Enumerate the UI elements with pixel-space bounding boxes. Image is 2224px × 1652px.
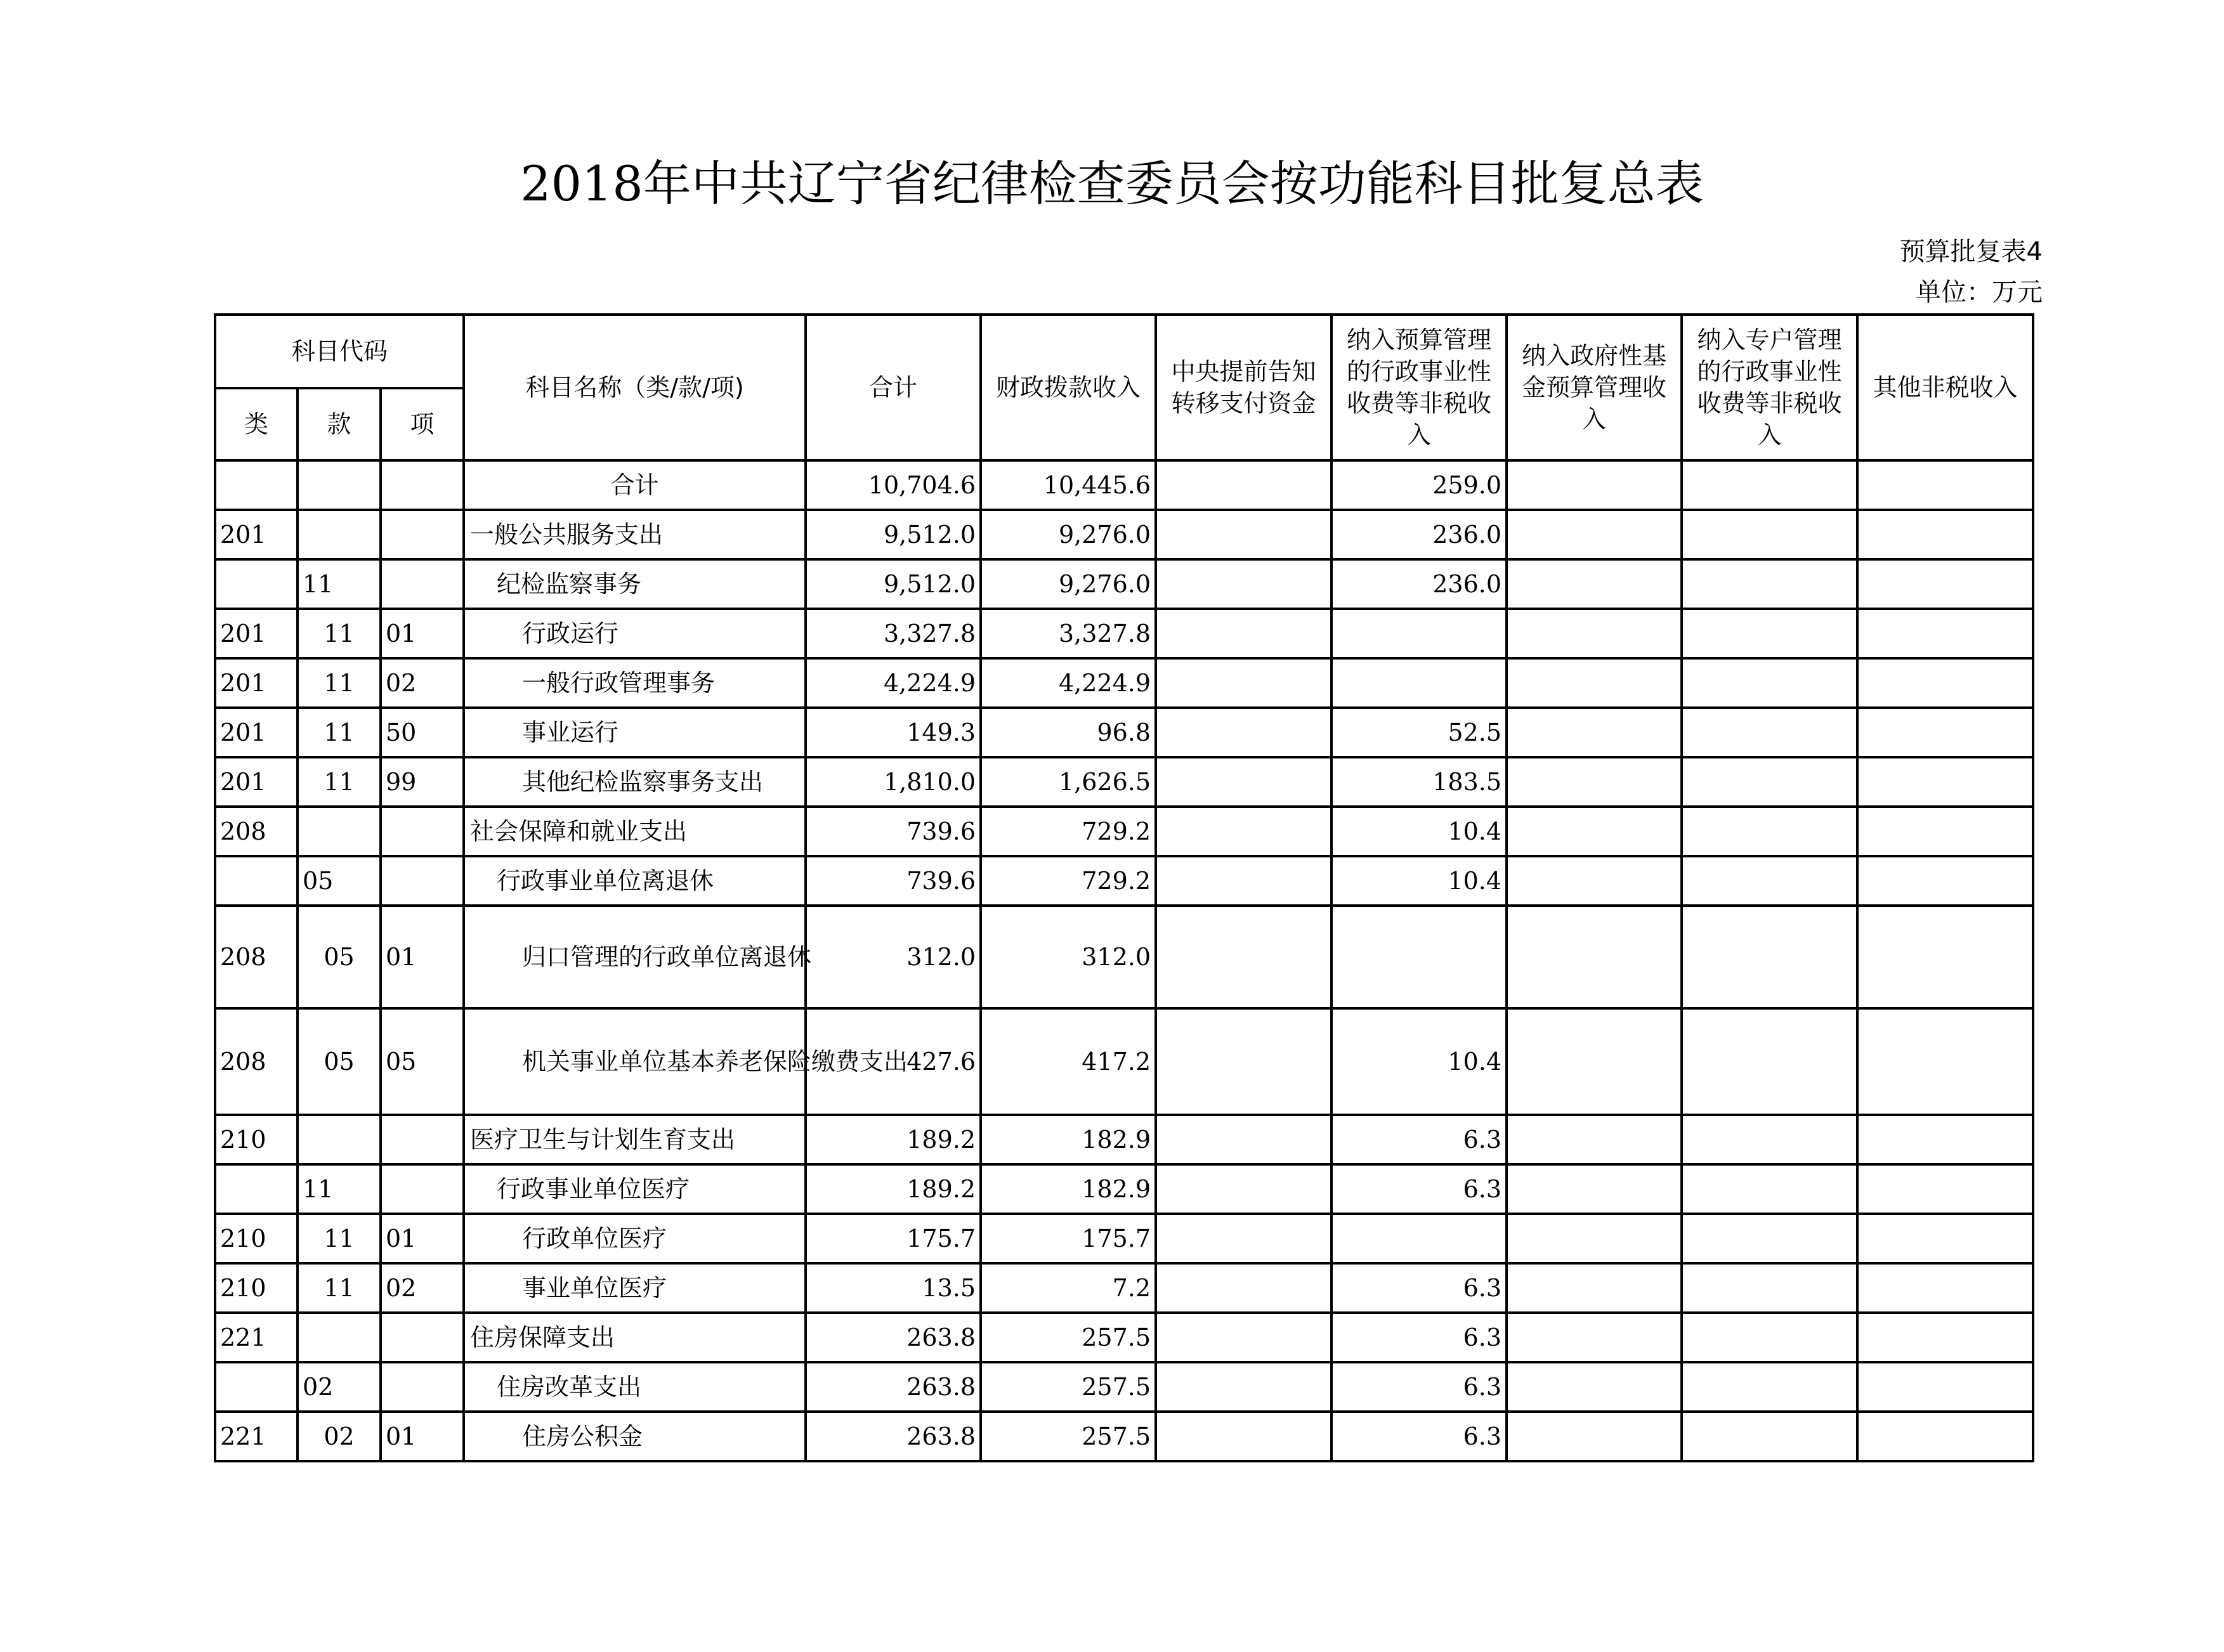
budget-table — [214, 313, 2034, 1462]
table-row — [215, 1008, 2033, 1115]
cell-special-fee — [1682, 559, 1857, 609]
cell-budget-fee: 236.0 — [1331, 510, 1507, 559]
cell-lei: 210 — [215, 1214, 298, 1263]
cell-fiscal: 7.2 — [981, 1263, 1156, 1313]
cell-lei: 201 — [215, 510, 298, 559]
cell-gov-fund — [1507, 609, 1682, 658]
cell-central — [1156, 807, 1331, 856]
cell-gov-fund — [1507, 807, 1682, 856]
table-row — [215, 1412, 2033, 1461]
cell-name: 行政运行 — [464, 609, 806, 658]
cell-other — [1857, 1313, 2033, 1362]
cell-fiscal: 10,445.6 — [981, 460, 1156, 510]
cell-budget-fee: 6.3 — [1331, 1263, 1507, 1313]
header-budget-fee: 纳入预算管理的行政事业性收费等非税收入 — [1331, 315, 1507, 460]
cell-name: 行政事业单位离退休 — [464, 856, 806, 906]
table-row — [215, 757, 2033, 807]
cell-fiscal: 729.2 — [981, 807, 1156, 856]
cell-kuan — [298, 1313, 381, 1362]
header-central: 中央提前告知转移支付资金 — [1156, 315, 1331, 460]
cell-total: 10,704.6 — [806, 460, 981, 510]
cell-total: 263.8 — [806, 1362, 981, 1412]
cell-name: 事业单位医疗 — [464, 1263, 806, 1313]
cell-name: 住房保障支出 — [464, 1313, 806, 1362]
table-row — [215, 1313, 2033, 1362]
cell-central — [1156, 1412, 1331, 1461]
cell-gov-fund — [1507, 1313, 1682, 1362]
cell-xiang: 50 — [381, 708, 464, 757]
cell-total: 427.6 — [806, 1008, 981, 1115]
cell-kuan: 11 — [298, 658, 381, 708]
cell-budget-fee: 236.0 — [1331, 559, 1507, 609]
cell-other — [1857, 559, 2033, 609]
cell-special-fee — [1682, 1008, 1857, 1115]
cell-lei — [215, 856, 298, 906]
cell-lei — [215, 559, 298, 609]
table-row — [215, 1164, 2033, 1214]
cell-special-fee — [1682, 1313, 1857, 1362]
cell-gov-fund — [1507, 1263, 1682, 1313]
cell-special-fee — [1682, 510, 1857, 559]
cell-central — [1156, 1008, 1331, 1115]
cell-kuan: 11 — [298, 1214, 381, 1263]
cell-kuan: 11 — [298, 708, 381, 757]
cell-other — [1857, 510, 2033, 559]
cell-special-fee — [1682, 856, 1857, 906]
cell-lei: 201 — [215, 609, 298, 658]
form-number: 预算批复表4 — [1899, 237, 2043, 266]
cell-lei — [215, 460, 298, 510]
cell-central — [1156, 559, 1331, 609]
table-row — [215, 510, 2033, 559]
cell-gov-fund — [1507, 460, 1682, 510]
table-row — [215, 1263, 2033, 1313]
table-row — [215, 856, 2033, 906]
cell-fiscal: 257.5 — [981, 1412, 1156, 1461]
cell-budget-fee — [1331, 906, 1507, 1008]
cell-central — [1156, 708, 1331, 757]
header-fiscal: 财政拨款收入 — [981, 315, 1156, 460]
header-name: 科目名称（类/款/项) — [464, 315, 806, 460]
cell-lei — [215, 1362, 298, 1412]
header-special-fee: 纳入专户管理的行政事业性收费等非税收入 — [1682, 315, 1857, 460]
cell-budget-fee — [1331, 1214, 1507, 1263]
cell-fiscal: 257.5 — [981, 1313, 1156, 1362]
cell-name: 行政事业单位医疗 — [464, 1164, 806, 1214]
cell-kuan: 11 — [298, 1164, 381, 1214]
cell-total: 175.7 — [806, 1214, 981, 1263]
cell-kuan: 02 — [298, 1362, 381, 1412]
table-row — [215, 807, 2033, 856]
cell-lei: 208 — [215, 1008, 298, 1115]
cell-other — [1857, 1263, 2033, 1313]
cell-xiang: 01 — [381, 1214, 464, 1263]
cell-fiscal: 257.5 — [981, 1362, 1156, 1412]
cell-lei: 221 — [215, 1412, 298, 1461]
cell-special-fee — [1682, 658, 1857, 708]
cell-gov-fund — [1507, 757, 1682, 807]
cell-budget-fee: 10.4 — [1331, 807, 1507, 856]
cell-kuan — [298, 460, 381, 510]
cell-special-fee — [1682, 1263, 1857, 1313]
cell-central — [1156, 1362, 1331, 1412]
cell-total: 189.2 — [806, 1115, 981, 1164]
cell-gov-fund — [1507, 658, 1682, 708]
cell-fiscal: 312.0 — [981, 906, 1156, 1008]
cell-name: 一般行政管理事务 — [464, 658, 806, 708]
cell-budget-fee — [1331, 658, 1507, 708]
cell-central — [1156, 1214, 1331, 1263]
cell-budget-fee: 6.3 — [1331, 1164, 1507, 1214]
header-code-group: 科目代码 — [215, 315, 464, 388]
cell-special-fee — [1682, 1115, 1857, 1164]
cell-other — [1857, 807, 2033, 856]
cell-fiscal: 96.8 — [981, 708, 1156, 757]
cell-lei: 201 — [215, 708, 298, 757]
cell-gov-fund — [1507, 708, 1682, 757]
cell-total: 739.6 — [806, 807, 981, 856]
cell-total: 1,810.0 — [806, 757, 981, 807]
cell-total: 9,512.0 — [806, 510, 981, 559]
table-row — [215, 1214, 2033, 1263]
cell-xiang — [381, 1115, 464, 1164]
header-lei: 类 — [215, 388, 298, 460]
cell-gov-fund — [1507, 906, 1682, 1008]
header-xiang: 项 — [381, 388, 464, 460]
cell-kuan: 11 — [298, 609, 381, 658]
cell-total: 13.5 — [806, 1263, 981, 1313]
cell-xiang: 02 — [381, 1263, 464, 1313]
cell-kuan: 02 — [298, 1412, 381, 1461]
cell-central — [1156, 460, 1331, 510]
cell-central — [1156, 906, 1331, 1008]
cell-fiscal: 1,626.5 — [981, 757, 1156, 807]
table-row — [215, 609, 2033, 658]
cell-fiscal: 175.7 — [981, 1214, 1156, 1263]
cell-lei: 210 — [215, 1263, 298, 1313]
cell-xiang: 01 — [381, 906, 464, 1008]
cell-gov-fund — [1507, 1115, 1682, 1164]
header-gov-fund: 纳入政府性基金预算管理收入 — [1507, 315, 1682, 460]
cell-fiscal: 417.2 — [981, 1008, 1156, 1115]
cell-total: 189.2 — [806, 1164, 981, 1214]
cell-other — [1857, 1164, 2033, 1214]
cell-other — [1857, 757, 2033, 807]
table-row — [215, 559, 2033, 609]
cell-special-fee — [1682, 708, 1857, 757]
cell-central — [1156, 1115, 1331, 1164]
cell-xiang — [381, 559, 464, 609]
cell-special-fee — [1682, 460, 1857, 510]
cell-budget-fee: 6.3 — [1331, 1115, 1507, 1164]
cell-name: 事业运行 — [464, 708, 806, 757]
cell-fiscal: 729.2 — [981, 856, 1156, 906]
cell-xiang — [381, 807, 464, 856]
cell-name: 归口管理的行政单位离退休 — [464, 906, 806, 1008]
cell-kuan: 05 — [298, 1008, 381, 1115]
cell-budget-fee: 6.3 — [1331, 1362, 1507, 1412]
cell-name: 纪检监察事务 — [464, 559, 806, 609]
cell-xiang — [381, 510, 464, 559]
cell-other — [1857, 460, 2033, 510]
cell-special-fee — [1682, 807, 1857, 856]
header-kuan: 款 — [298, 388, 381, 460]
cell-xiang: 02 — [381, 658, 464, 708]
cell-central — [1156, 658, 1331, 708]
cell-special-fee — [1682, 906, 1857, 1008]
cell-kuan — [298, 807, 381, 856]
cell-other — [1857, 1008, 2033, 1115]
cell-budget-fee: 10.4 — [1331, 856, 1507, 906]
table-row — [215, 658, 2033, 708]
cell-kuan: 11 — [298, 1263, 381, 1313]
cell-other — [1857, 1412, 2033, 1461]
cell-budget-fee: 259.0 — [1331, 460, 1507, 510]
cell-name: 社会保障和就业支出 — [464, 807, 806, 856]
cell-fiscal: 9,276.0 — [981, 510, 1156, 559]
cell-fiscal: 9,276.0 — [981, 559, 1156, 609]
cell-xiang — [381, 1313, 464, 1362]
cell-kuan — [298, 1115, 381, 1164]
cell-name: 合计 — [464, 460, 806, 510]
cell-name: 其他纪检监察事务支出 — [464, 757, 806, 807]
cell-total: 9,512.0 — [806, 559, 981, 609]
cell-name: 行政单位医疗 — [464, 1214, 806, 1263]
cell-total: 4,224.9 — [806, 658, 981, 708]
cell-xiang — [381, 856, 464, 906]
cell-lei: 221 — [215, 1313, 298, 1362]
cell-other — [1857, 658, 2033, 708]
cell-central — [1156, 757, 1331, 807]
cell-special-fee — [1682, 1164, 1857, 1214]
table-row — [215, 460, 2033, 510]
cell-total: 739.6 — [806, 856, 981, 906]
cell-total: 312.0 — [806, 906, 981, 1008]
cell-special-fee — [1682, 757, 1857, 807]
unit-label: 单位：万元 — [1916, 278, 2043, 307]
page-title: 2018年中共辽宁省纪律检查委员会按功能科目批复总表 — [520, 155, 1704, 212]
cell-lei: 201 — [215, 757, 298, 807]
cell-budget-fee: 183.5 — [1331, 757, 1507, 807]
cell-xiang: 01 — [381, 609, 464, 658]
cell-name: 住房公积金 — [464, 1412, 806, 1461]
cell-fiscal: 182.9 — [981, 1164, 1156, 1214]
cell-gov-fund — [1507, 510, 1682, 559]
cell-other — [1857, 609, 2033, 658]
cell-name: 机关事业单位基本养老保险缴费支出 — [464, 1008, 806, 1115]
cell-central — [1156, 856, 1331, 906]
cell-other — [1857, 1214, 2033, 1263]
cell-total: 3,327.8 — [806, 609, 981, 658]
cell-kuan: 11 — [298, 757, 381, 807]
cell-gov-fund — [1507, 1412, 1682, 1461]
cell-fiscal: 4,224.9 — [981, 658, 1156, 708]
cell-gov-fund — [1507, 1362, 1682, 1412]
cell-special-fee — [1682, 609, 1857, 658]
cell-xiang: 05 — [381, 1008, 464, 1115]
cell-total: 263.8 — [806, 1313, 981, 1362]
cell-budget-fee — [1331, 609, 1507, 658]
cell-fiscal: 182.9 — [981, 1115, 1156, 1164]
cell-name: 住房改革支出 — [464, 1362, 806, 1412]
cell-gov-fund — [1507, 559, 1682, 609]
cell-kuan — [298, 510, 381, 559]
cell-central — [1156, 609, 1331, 658]
cell-xiang: 01 — [381, 1412, 464, 1461]
cell-other — [1857, 856, 2033, 906]
cell-kuan: 11 — [298, 559, 381, 609]
cell-fiscal: 3,327.8 — [981, 609, 1156, 658]
cell-lei: 208 — [215, 906, 298, 1008]
cell-other — [1857, 906, 2033, 1008]
cell-other — [1857, 1362, 2033, 1412]
cell-other — [1857, 708, 2033, 757]
cell-central — [1156, 1263, 1331, 1313]
cell-gov-fund — [1507, 1008, 1682, 1115]
header-row — [215, 315, 2033, 388]
cell-central — [1156, 1313, 1331, 1362]
cell-xiang — [381, 1164, 464, 1214]
cell-kuan: 05 — [298, 906, 381, 1008]
table-row — [215, 708, 2033, 757]
cell-total: 149.3 — [806, 708, 981, 757]
cell-central — [1156, 510, 1331, 559]
cell-central — [1156, 1164, 1331, 1214]
cell-budget-fee: 6.3 — [1331, 1313, 1507, 1362]
cell-name: 一般公共服务支出 — [464, 510, 806, 559]
cell-lei: 201 — [215, 658, 298, 708]
cell-total: 263.8 — [806, 1412, 981, 1461]
table-row — [215, 906, 2033, 1008]
cell-other — [1857, 1115, 2033, 1164]
cell-gov-fund — [1507, 1164, 1682, 1214]
cell-budget-fee: 52.5 — [1331, 708, 1507, 757]
cell-gov-fund — [1507, 856, 1682, 906]
cell-special-fee — [1682, 1412, 1857, 1461]
cell-xiang — [381, 1362, 464, 1412]
cell-gov-fund — [1507, 1214, 1682, 1263]
cell-budget-fee: 6.3 — [1331, 1412, 1507, 1461]
cell-lei: 210 — [215, 1115, 298, 1164]
table-row — [215, 1362, 2033, 1412]
table-row — [215, 1115, 2033, 1164]
cell-budget-fee: 10.4 — [1331, 1008, 1507, 1115]
cell-lei: 208 — [215, 807, 298, 856]
cell-kuan: 05 — [298, 856, 381, 906]
cell-lei — [215, 1164, 298, 1214]
cell-name: 医疗卫生与计划生育支出 — [464, 1115, 806, 1164]
cell-special-fee — [1682, 1362, 1857, 1412]
header-other: 其他非税收入 — [1857, 315, 2033, 460]
cell-xiang: 99 — [381, 757, 464, 807]
header-total: 合计 — [806, 315, 981, 460]
cell-special-fee — [1682, 1214, 1857, 1263]
cell-xiang — [381, 460, 464, 510]
